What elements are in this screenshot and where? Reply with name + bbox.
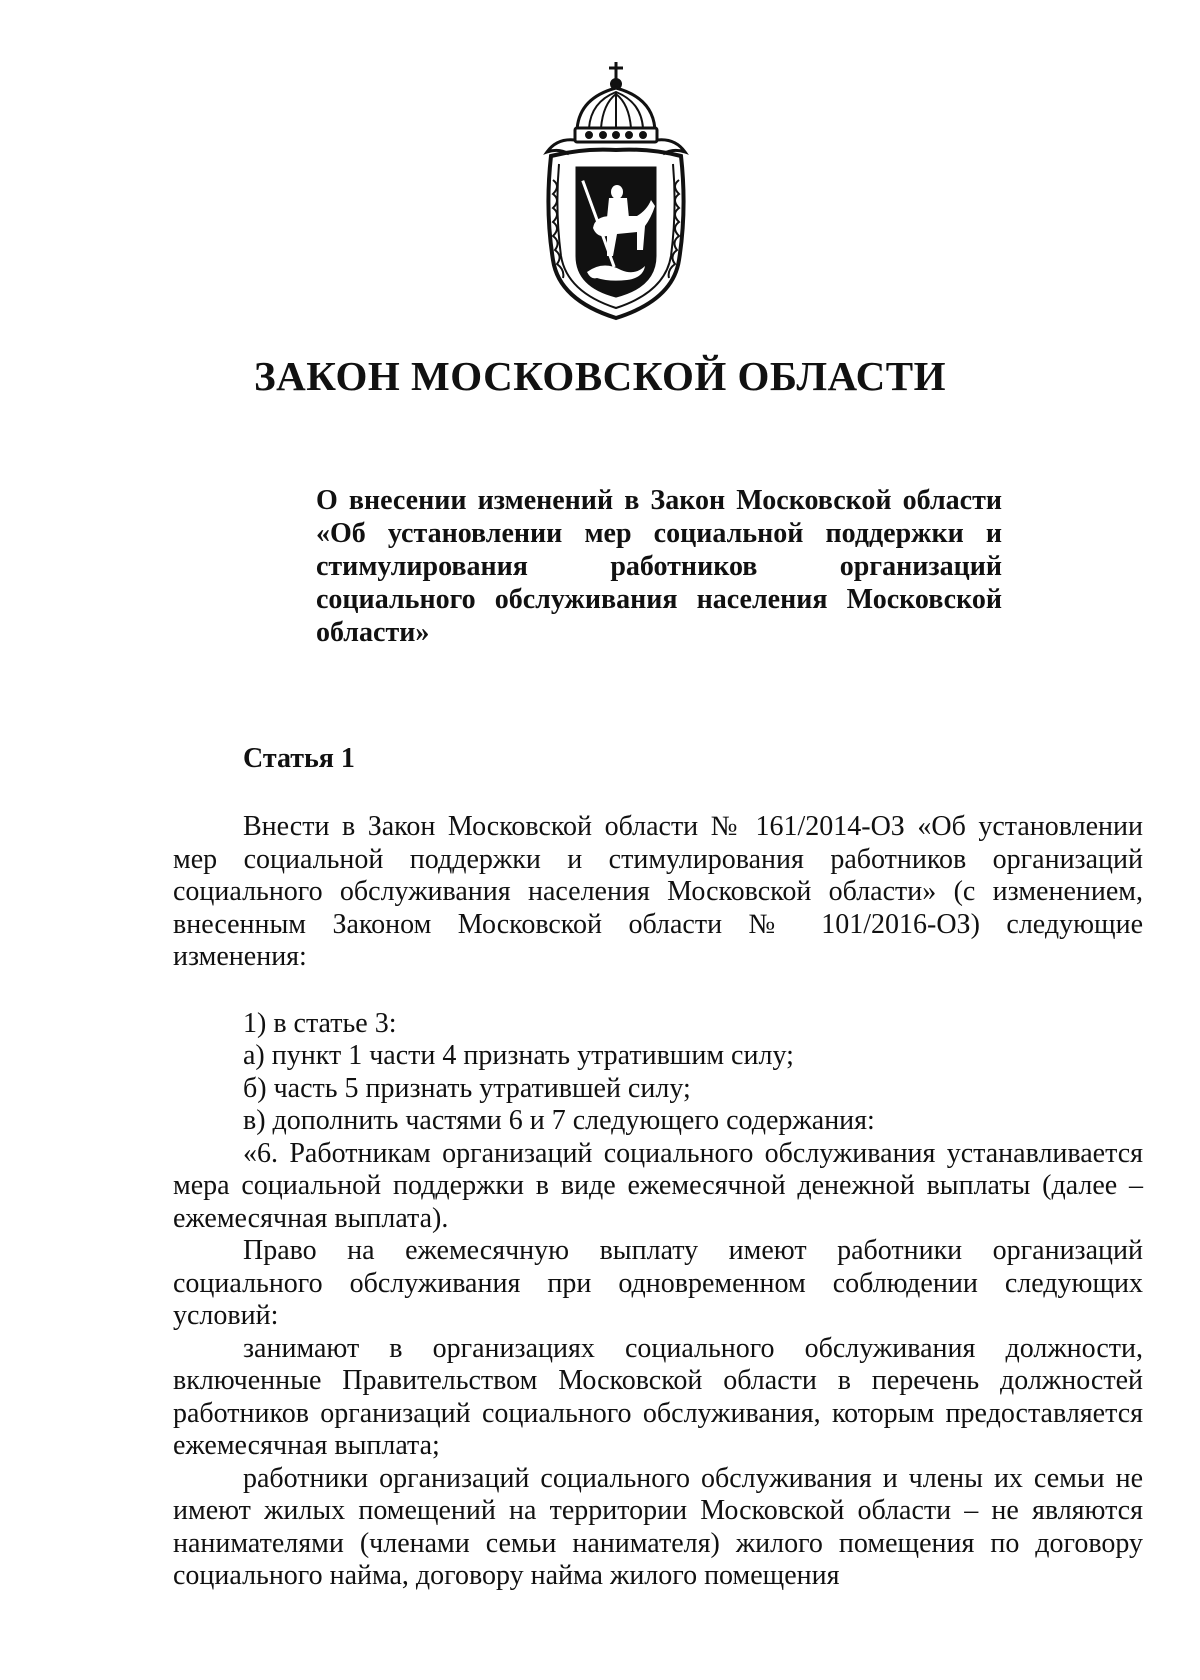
article-intro-paragraph: Внести в Закон Московской области № 161/2014-ОЗ «Об установлении мер социальной поддержки и стимулирования работников организаций социального обслуживания населения Московской области» (с изменением, внесенным Законом Московской области № 101/2016-ОЗ) следующие изменения: xyxy=(173,811,1143,972)
amendment-paragraph: работники организаций социального обслуживания и члены их семьи не имеют жилых помещений на территории Московской области – не являются нанимателями (членами семьи нанимателя) жилого помещения по договору социального найма, договору найма жилого помещения xyxy=(173,1462,1143,1591)
article-heading: Статья 1 xyxy=(243,743,355,774)
document-title: ЗАКОН МОСКОВСКОЙ ОБЛАСТИ xyxy=(254,353,946,399)
list-item: в) дополнить частями 6 и 7 следующего содержания: xyxy=(243,1105,875,1136)
list-item: б) часть 5 признать утратившей силу; xyxy=(243,1072,691,1104)
document-subject: О внесении изменений в Закон Московской области «Об установлении мер социальной поддержки и стимулирования работников организаций социального обслуживания населения Московской области» xyxy=(316,485,1002,648)
list-item: 1) в статье 3: xyxy=(243,1007,397,1039)
list-item: а) пункт 1 части 4 признать утратившим силу; xyxy=(243,1040,794,1071)
amendment-paragraph: «6. Работникам организаций социального обслуживания устанавливается мера социальной поддержки в виде ежемесячной денежной выплаты (далее – ежемесячная выплата). xyxy=(173,1137,1143,1234)
paragraph-spacer xyxy=(173,974,1143,1008)
amendment-paragraph: занимают в организациях социального обслуживания должности, включенные Правительством Московской области в перечень должностей работников организаций социального обслуживания, которым предоставляется ежемесячная выплата; xyxy=(173,1332,1143,1461)
amendment-paragraph: Право на ежемесячную выплату имеют работники организаций социального обслуживания при одновременном соблюдении следующих условий: xyxy=(173,1235,1143,1331)
moscow-oblast-coat-of-arms-icon xyxy=(537,60,695,322)
article-body xyxy=(173,811,1143,1593)
